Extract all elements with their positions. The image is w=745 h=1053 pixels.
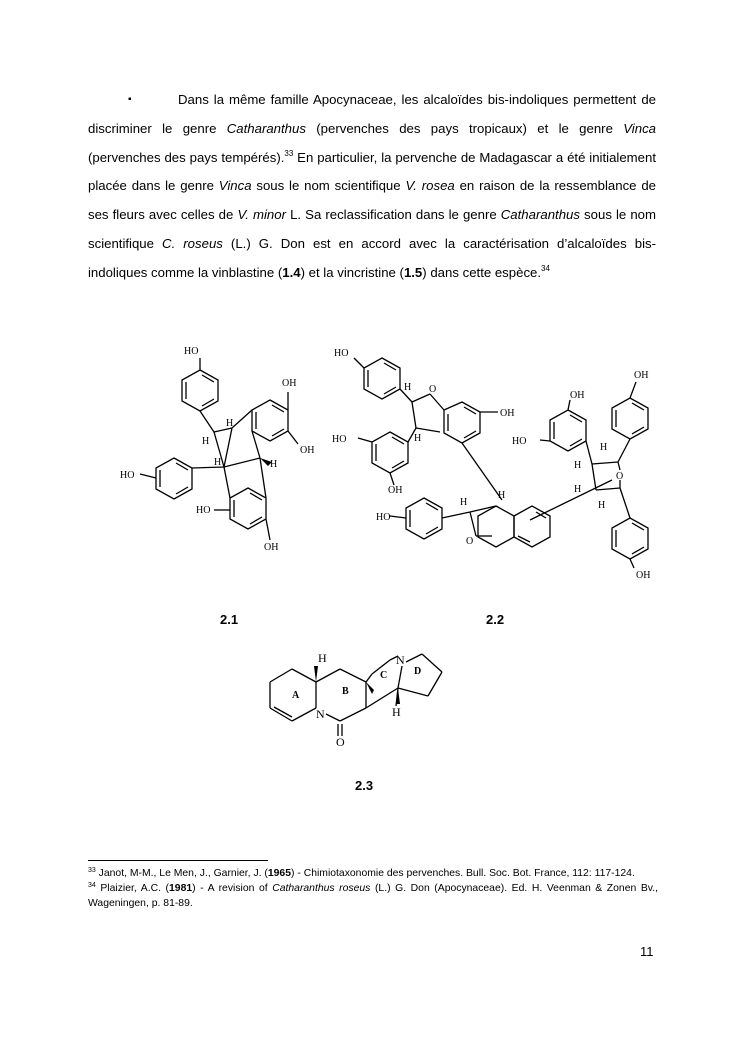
atom-label: H — [214, 457, 222, 468]
atom-label: N — [316, 707, 325, 721]
atom-label: H — [574, 484, 582, 495]
atom-label: OH — [500, 408, 515, 419]
text-segment: sous le nom scientifique — [88, 207, 656, 251]
footnote-ref[interactable]: 33 — [284, 148, 294, 158]
atom-label: OH — [636, 570, 651, 581]
text-segment: en raison de la ressemblance de ses fleurs avec celles de — [88, 178, 657, 223]
atom-label: HO — [196, 505, 211, 516]
atom-label: OH — [282, 378, 297, 389]
atom-label: O — [336, 735, 345, 749]
atom-label: H — [598, 500, 606, 511]
atom-label: N — [396, 653, 405, 667]
ring-label: B — [342, 686, 349, 697]
atom-label: HO — [120, 470, 135, 481]
species-name: V. rosea — [405, 178, 455, 194]
ring-label: D — [414, 666, 422, 677]
footnote-separator — [88, 860, 268, 861]
footnote-ref[interactable]: 34 — [541, 263, 550, 273]
footnote-34: $^{34}$ Plaizier, A.C. (1981) - A revision of Catharanthus roseus (L.) G. Don (Apocynaceae). Ed. H. Veenman & Zonen Bv., Wageningen, p. 81-89. — [88, 882, 658, 909]
atom-label: H — [202, 436, 210, 447]
text-segment: (pervenches des pays tropicaux) et le genre — [305, 120, 624, 136]
species-name: C. roseus — [162, 235, 223, 251]
genus-name: Vinca — [218, 178, 252, 194]
atom-label: O — [616, 471, 624, 482]
atom-label: OH — [388, 485, 403, 496]
genus-name: Vinca — [623, 120, 656, 136]
bullet-icon: ▪ — [128, 94, 132, 105]
atom-label: HO — [332, 434, 347, 445]
atom-label: HO — [334, 348, 349, 359]
text-segment: ) dans cette espèce. — [422, 264, 542, 280]
footnote-33: $^{33}$ Janot, M-M., Le Men, J., Garnier, J. (1965) - Chimiotaxonomie des pervenches. Bull. Soc. Bot. France, 112: 117-124. — [88, 867, 635, 879]
text-segment: Dans la même famille Apocynaceae, les alcaloïdes bis-indoliques permettent de discriminer le genre — [88, 92, 656, 136]
atom-label: H — [270, 459, 278, 470]
atom-label: HO — [512, 436, 527, 447]
atom-label: H — [498, 490, 506, 501]
atom-label: H — [600, 442, 608, 453]
atom-label: H — [226, 418, 234, 429]
footnotes — [88, 866, 658, 911]
structure-2-3 — [262, 644, 482, 754]
atom-label: H — [414, 433, 422, 444]
atom-label: HO — [184, 346, 199, 357]
figure-label-2-2: 2.2 — [486, 612, 505, 627]
text-segment: ) et la vincristine ( — [300, 264, 404, 280]
text-segment: L. Sa reclassification dans le genre — [285, 207, 501, 223]
species-name: V. minor — [237, 207, 286, 223]
atom-label: H — [404, 382, 412, 393]
atom-label: O — [466, 536, 474, 547]
atom-label: H — [392, 705, 401, 719]
genus-name: Catharanthus — [226, 120, 306, 136]
atom-label: OH — [570, 390, 585, 401]
atom-label: OH — [264, 542, 279, 553]
text-segment: (L.) G. Don est en accord avec la caractérisation d’alcaloïdes bis-indoliques comme la vinblastine ( — [88, 235, 656, 280]
ring-label: C — [380, 670, 388, 681]
atom-label: H — [460, 497, 468, 508]
body-paragraph — [88, 86, 656, 288]
structure-2-2 — [330, 340, 660, 585]
page-number: 11 — [640, 944, 654, 959]
atom-label: HO — [376, 512, 391, 523]
atom-label: O — [429, 384, 437, 395]
genus-name: Catharanthus — [500, 207, 580, 223]
atom-label: H — [318, 651, 327, 665]
figure-label-2-1: 2.1 — [220, 612, 239, 627]
atom-label: OH — [634, 370, 649, 381]
compound-ref: 1.4 — [282, 264, 301, 280]
structure-2-1 — [120, 340, 330, 560]
compound-ref: 1.5 — [403, 264, 423, 280]
atom-label: H — [574, 460, 582, 471]
text-segment: En particulier, la pervenche de Madagascar a été initialement placée dans le genre — [88, 149, 656, 194]
text-segment: (pervenches des pays tempérés). — [88, 149, 285, 165]
text-segment: sous le nom scientifique — [251, 178, 406, 194]
atom-label: OH — [300, 445, 315, 456]
ring-label: A — [292, 690, 300, 701]
figure-label-2-3: 2.3 — [355, 778, 374, 793]
